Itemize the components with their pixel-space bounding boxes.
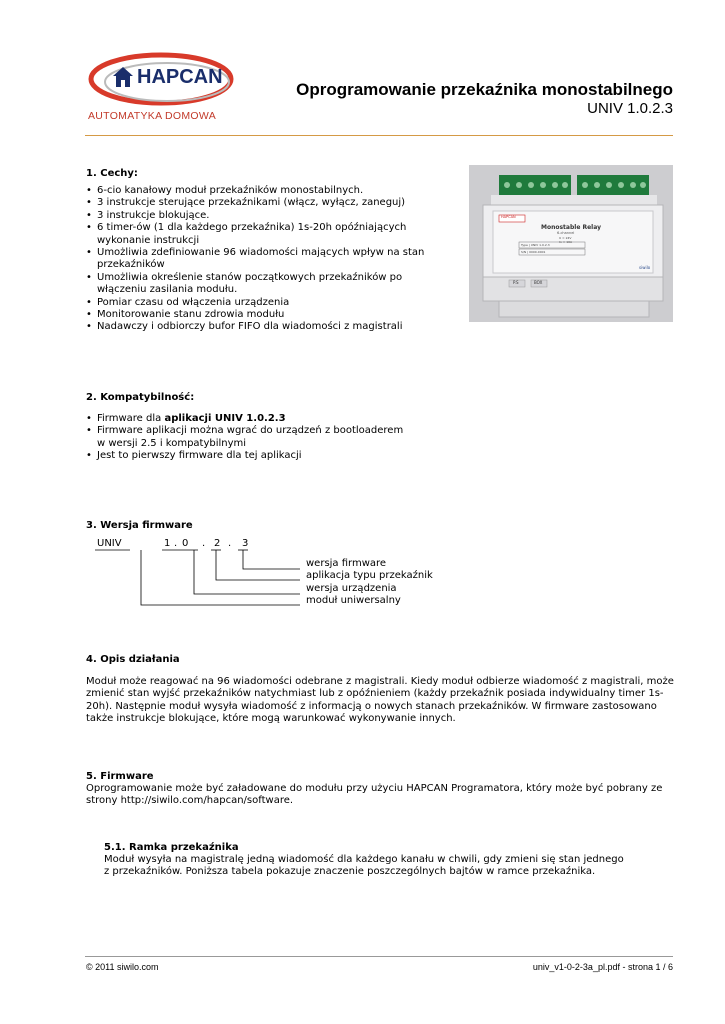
list-item: • 3 instrukcje sterujące przekaźnikami (włącz, wyłącz, zaneguj) <box>86 197 426 209</box>
page-subtitle: UNIV 1.0.2.3 <box>587 100 673 117</box>
compatibility-list <box>86 413 446 463</box>
list-item: • Firmware aplikacji można wgrać do urządzeń z bootloaderem <box>86 425 446 437</box>
version-digit: 1 <box>164 538 171 549</box>
list-item: • Umożliwia zdefiniowanie 96 wiadomości mających wpływ na stan <box>86 247 426 259</box>
list-item: • Jest to pierwszy firmware dla tej aplikacji <box>86 450 446 462</box>
section-heading-operation: 4. Opis działania <box>86 654 180 665</box>
list-item: • 6-cio kanałowy moduł przekaźników monostabilnych. <box>86 185 426 197</box>
version-bracket-lines <box>86 538 326 608</box>
device-footer-brand: siwilo <box>639 265 651 270</box>
version-label: wersja firmware <box>306 558 387 569</box>
firmware-paragraph <box>86 783 674 808</box>
version-digit: 3 <box>242 538 249 549</box>
device-label-sub: 6-channel <box>557 231 575 235</box>
version-label: aplikacja typu przekaźnik <box>306 570 433 581</box>
header-divider <box>85 135 673 136</box>
footer-divider <box>85 956 673 957</box>
section-heading-relay-frame: 5.1. Ramka przekaźnika <box>104 842 239 853</box>
paragraph-line: strony http://siwilo.com/hapcan/software. <box>86 795 294 807</box>
list-item-continuation: włączeniu zasilania modułu. <box>97 284 238 296</box>
item-prefix: Firmware dla <box>97 413 165 424</box>
list-item: • Nadawczy i odbiorczy bufor FIFO dla wiadomości z magistrali <box>86 321 426 333</box>
logo-text: HAPCAN <box>137 66 223 88</box>
device-photo <box>469 165 673 322</box>
paragraph-line: także instrukcje blokujące, które mogą warunkować wykonywanie innych. <box>86 713 456 725</box>
list-item <box>86 413 446 425</box>
section-heading-features: 1. Cechy: <box>86 168 138 179</box>
list-item: • 6 timer-ów (1 dla każdego przekaźnika) 1s-20h opóźniających <box>86 222 426 234</box>
list-item-continuation: w wersji 2.5 i kompatybilnymi <box>97 437 247 449</box>
version-label: moduł uniwersalny <box>306 595 401 606</box>
section-heading-compatibility: 2. Kompatybilność: <box>86 392 195 403</box>
footer-page-info: univ_v1-0-2-3a_pl.pdf - strona 1 / 6 <box>532 962 673 972</box>
device-row: U = 24V <box>559 236 572 240</box>
section-heading-firmware: 5. Firmware <box>86 771 154 782</box>
device-row: S/N | 0000-0001 <box>521 250 546 254</box>
page-title: Oprogramowanie przekaźnika monostabilnego <box>296 80 673 99</box>
list-item-continuation: przekaźników <box>97 259 165 271</box>
paragraph-line: 20h). Następnie moduł wysyła wiadomość z informacją o nowych stanach przekaźników. W firmware zastosowano <box>86 700 657 712</box>
paragraph-line: z przekaźników. Poniższa tabela pokazuje znaczenie poszczególnych bajtów w ramce przekaźnika. <box>104 866 596 878</box>
device-label-title: Monostable Relay <box>541 224 602 231</box>
operation-paragraph <box>86 676 674 726</box>
version-label: wersja urządzenia <box>306 583 397 594</box>
version-univ: UNIV <box>97 538 122 549</box>
device-button: BOX <box>534 280 543 285</box>
relay-frame-paragraph <box>104 854 674 879</box>
list-item: • Umożliwia określenie stanów początkowych przekaźników po <box>86 272 426 284</box>
version-dot: . <box>174 538 178 549</box>
version-digit: 2 <box>214 538 221 549</box>
version-dot: . <box>202 538 206 549</box>
paragraph-line: Oprogramowanie może być załadowane do modułu przy użyciu HAPCAN Programatora, który może być pobrany ze <box>86 783 663 794</box>
list-item: • Pomiar czasu od włączenia urządzenia <box>86 297 426 309</box>
device-row: Type | UNIV 1.0.2.3 <box>521 243 550 247</box>
features-list <box>86 185 426 334</box>
item-bold: aplikacji UNIV 1.0.2.3 <box>164 413 286 424</box>
list-item-continuation: wykonanie instrukcji <box>97 234 200 246</box>
paragraph-line: Moduł może reagować na 96 wiadomości odebrane z magistrali. Kiedy moduł odbierze wiadomość z magistrali, może <box>86 676 674 687</box>
version-diagram <box>86 538 446 608</box>
paragraph-line: Moduł wysyła na magistralę jedną wiadomość dla każdego kanału w chwili, gdy zmieni się stan jednego <box>104 854 624 865</box>
device-row: In = 10A <box>559 240 573 244</box>
footer-copyright: © 2011 siwilo.com <box>86 962 159 972</box>
device-button: P.S <box>513 280 519 285</box>
section-heading-version: 3. Wersja firmware <box>86 520 193 531</box>
list-item: • 3 instrukcje blokujące. <box>86 210 426 222</box>
version-dot: . <box>228 538 232 549</box>
list-item: • Monitorowanie stanu zdrowia modułu <box>86 309 426 321</box>
device-brand: HAPCAN <box>501 215 516 219</box>
paragraph-line: zmienić stan wyjść przekaźników natychmiast lub z opóźnieniem (każdy przekaźnik posiada indywidualny timer 1s- <box>86 688 664 700</box>
logo-tagline: AUTOMATYKA DOMOWA <box>88 110 216 122</box>
version-digit: 0 <box>182 538 189 549</box>
